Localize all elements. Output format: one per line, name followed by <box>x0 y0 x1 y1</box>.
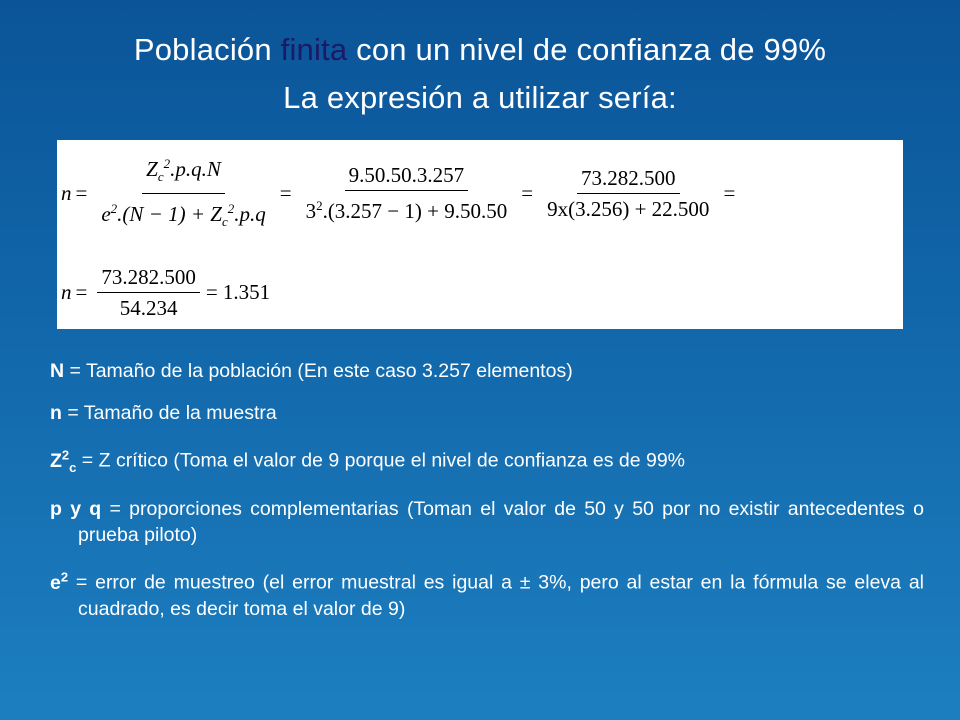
formula-row-1 <box>61 148 739 238</box>
term-Z <box>50 447 77 475</box>
fraction-3-denominator: 9x(3.256) + 22.500 <box>547 196 710 221</box>
fraction-2-rest: .(3.257 − 1) + 9.50.50 <box>322 199 508 223</box>
formula-fraction-1 <box>97 151 269 234</box>
formula-box <box>57 140 903 329</box>
fraction-2-base: 3 <box>305 199 317 223</box>
term-e <box>50 569 69 594</box>
formula-lhs-2: n <box>61 279 72 304</box>
definitions-list <box>50 358 924 638</box>
definition-text: = Tamaño de la población (En este caso 3.257 elementos) <box>64 360 573 382</box>
title-highlight: finita <box>280 32 348 67</box>
definition-text: = Z crítico (Toma el valor de 9 porque el nivel de confianza es de 99% <box>76 449 686 472</box>
slide-title-line2: La expresión a utilizar sería: <box>283 80 677 115</box>
fraction-2-denominator <box>302 191 512 224</box>
definition-text: = Tamaño de la muestra <box>61 402 277 424</box>
equals-sign: = <box>521 180 534 205</box>
definition-N <box>50 358 924 384</box>
formula-fraction-3 <box>543 165 713 222</box>
definition-Z <box>50 442 924 480</box>
term-e-sup: 2 <box>60 569 69 585</box>
formula-fraction-4 <box>97 264 200 321</box>
fraction-1-numerator: $Z_c^2.p.q.N$ <box>142 151 225 193</box>
fraction-4-numerator: 73.282.500 <box>97 264 200 293</box>
fraction-1-denominator: $e^2.(N - 1) + Z_c^2.p.q$ <box>101 200 266 229</box>
title-text-1: Población <box>133 32 281 67</box>
formula-lhs: n <box>61 180 72 205</box>
fraction-2-numerator: 9.50.50.3.257 <box>345 162 469 191</box>
equals-sign: = <box>279 180 292 205</box>
equals-sign: = <box>723 180 736 205</box>
equals-sign: = <box>75 180 88 205</box>
formula-result: = 1.351 <box>205 279 271 304</box>
fraction-3-numerator: 73.282.500 <box>577 165 680 194</box>
definition-text: = error de muestreo (el error muestral es igual a ± 3%, pero al estar en la fórmula se eleva al cuadrado, es decir toma el valor de 9) <box>68 571 924 620</box>
term-Z-sub: c <box>69 459 77 475</box>
slide-title-line1 <box>0 30 960 70</box>
term-pq: p y q <box>50 498 102 521</box>
term-n: n <box>50 402 62 424</box>
formula-fraction-2 <box>302 162 512 224</box>
term-N: N <box>50 360 65 382</box>
fraction-4-denominator: 54.234 <box>119 295 178 320</box>
fraction-2-exponent: 2 <box>316 198 323 213</box>
term-e-base: e <box>50 571 61 594</box>
formula-row-2 <box>61 260 270 324</box>
title-text-2: con un nivel de confianza de 99% <box>347 32 827 67</box>
definition-e <box>50 564 924 622</box>
definition-n <box>50 400 924 426</box>
term-Z-sup: 2 <box>61 447 70 462</box>
definition-text: = proporciones complementarias (Toman el valor de 50 y 50 por no existir antecedentes o prueba piloto) <box>78 498 924 547</box>
term-Z-base: Z <box>50 449 62 472</box>
definition-pq <box>50 496 924 548</box>
equals-sign: = <box>75 279 88 304</box>
